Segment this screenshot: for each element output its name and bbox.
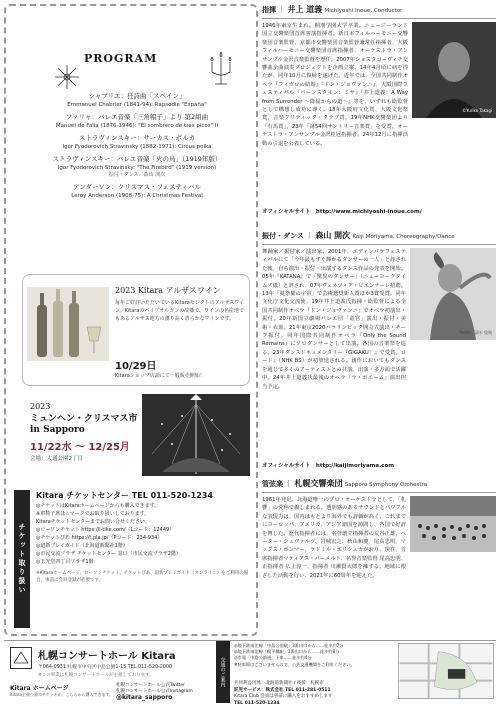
market-year: 2023 bbox=[30, 402, 50, 411]
dance-website-link[interactable]: オフィシャルサイト http://kaijimoriyama.com bbox=[262, 462, 394, 471]
piece-item bbox=[30, 92, 244, 109]
ticket-section bbox=[14, 490, 252, 630]
ticket-line: ◎道新プレイガイド（北海道新聞社1階） bbox=[36, 542, 250, 550]
role-label: 管弦楽 bbox=[262, 480, 283, 488]
dance-heading: 振付・ダンス ｜ 森山 開次 Kaiji Moriyama, Choreography/Dance bbox=[262, 230, 496, 245]
conductor-portrait-image bbox=[412, 22, 496, 118]
orchestra-body bbox=[262, 496, 496, 644]
piece-title-en: Manuel de Falla (1876-1946): "El sombrero de tres picos" II bbox=[30, 122, 244, 130]
wine-note: Kitaraショップ店頭にて一般販売開始！ bbox=[115, 372, 205, 379]
program-section bbox=[14, 12, 252, 264]
piece-title-en: Leroy Anderson (1908-75): A Christmas Festival bbox=[30, 192, 244, 200]
ticket-tab-label: チケット取り扱い bbox=[14, 490, 30, 628]
ticket-center-heading: Kitara チケットセンター TEL 011-520-1234 bbox=[36, 490, 250, 502]
person-name: 森山 開次 bbox=[315, 231, 350, 240]
person-name: 井上 道義 bbox=[287, 5, 322, 14]
info-line: 託児サービス：株式会社 TEL 011-281-0511 bbox=[234, 688, 332, 695]
orchestra-name: 札幌交響楽団 bbox=[294, 479, 342, 488]
piece-title-jp: ストラヴィンスキー：サーカス・ポルカ bbox=[30, 134, 244, 143]
orchestra-heading: 管弦楽 ｜ 札幌交響楽団 Sapporo Symphony Orchestra bbox=[262, 478, 496, 493]
snowflake-icon bbox=[54, 64, 80, 90]
sns-handle[interactable]: @kitara_sapporo bbox=[116, 695, 193, 701]
market-title-line: ミュンヘン・クリスマス市 bbox=[30, 414, 137, 425]
transport-info bbox=[234, 643, 394, 668]
right-panel bbox=[262, 4, 496, 636]
sponsor-line: Kitara Club 会員は事前に購入をおすすめします bbox=[234, 694, 332, 701]
orchestra-name-en: Sapporo Symphony Orchestra bbox=[345, 482, 427, 488]
ticket-line: ◎ローソンチケット https://l-tike.com/（Lコード：12449） bbox=[36, 526, 250, 534]
ticket-line: ◎市民交流プラザ チケットセンター 窓口（市民交流プラザ2階） bbox=[36, 550, 250, 558]
orchestra-section bbox=[262, 478, 496, 636]
person-name-en: Michiyoshi Inoue, Conductor bbox=[324, 8, 402, 14]
kitara-homepage-link[interactable]: Kitara ホームページ bbox=[10, 683, 69, 692]
candelabra-icon bbox=[206, 48, 236, 86]
orchestra-bio-text: 1961年発足。北海道唯一のプロ・オーケストラとして、「札響」の愛称で親しまれる。透明感のあるサウンドとパワフルな表現力は、国内はもとより海外でも評価が高く、これまでにヨーロッパ、アメリカ、アジア諸国を訪問し、各国で好評を博した。歴代指揮者には、名誉創立指揮者の荒谷正雄、ペーター・シュヴァルツ、岩城宏之、秋山和慶、尾高忠明、マックス・ポンマー、ラドミル・エリシュカがおり、現在、首席指揮者マティアス・バーメルト、名誉音楽監督 尾高忠明、正指揮者 広上淳一、指揮者 川瀬賢太郎を擁する。地域に根ざした活動を行い、2021年に60周年を迎えた。 bbox=[262, 496, 496, 580]
ticket-info bbox=[36, 490, 250, 584]
program-heading: PROGRAM bbox=[84, 52, 157, 65]
market-venue: 会場：大通公園2丁目 bbox=[30, 454, 83, 462]
hall-note: ※この事業は札幌コンサートホールが主催しております。 bbox=[38, 672, 154, 678]
wine-date: 10/29日 bbox=[115, 357, 156, 372]
transport-line: ◎地下鉄南北線「中島公園駅」3番出口から……徒歩約7分 bbox=[234, 643, 394, 649]
sponsor-line: 共同利益団体：北海道新聞社 / 後援：札幌市 bbox=[234, 681, 332, 688]
dance-bio: 舞踊家／振付家／演出家。2001年、エディンバラフェスティバルにて「今年最もすぐ輝かるダンサーの一人」と評された後、自ら演出・振付・出演するダンス作品の発表を開始。05年『KATANA』で「驚異のダンサー」（ニューヨークタイムズ紙）と評され、07年ヴェネツィア・ビエンナーレ招聘。13年「曼荼羅の宇宙」で芸術選奨新人賞ほか3賞受賞。同年文化庁文化交流使、19年井上道義氏指揮・総監督による全国共同制作オペラ『ドン・ジョヴァンニ』でオペラ初演出・振付。20年新国立劇場バレエ団「竜宮」演出・振付・美術・衣裳。21年東京2020パラリンピック開会式演出・チーフ振付。同年国際共同制作オペラ『Only the Sound Remains』にソロダンサーとして出演。各国の音楽祭を巡る。23年ダンスドキュメンタリー『GIGAKU！』で受賞。ロード』（NHK BS）が初放送される。創作においてもダンスを通じて多くのアーティストとの共演。出演・多方面で活躍中。24年井上道義氏最後のオペラ『ラ・ボエーム』演出担当予定。 bbox=[262, 248, 496, 340]
person-name-en: Kaiji Moriyama, Choreography/Dance bbox=[352, 234, 454, 240]
ticket-line: ◎チケットはKitaraホームページからも購入できます。 bbox=[36, 502, 250, 510]
piece-list bbox=[30, 92, 244, 204]
piece-item bbox=[30, 155, 244, 179]
conductor-body bbox=[262, 22, 496, 118]
dance-body bbox=[262, 248, 496, 340]
footer bbox=[4, 640, 496, 702]
wine-description: 毎年ご好評いただいているKitaraセレクトのアルザスワイン。Kitaraのパイプオルガンの故郷で、ワインの名産地でもあるアルザス地方の薫り高く清らかなワインです。 bbox=[115, 299, 247, 323]
piece-subtitle: 振付・ダンス／森山 開次 bbox=[30, 172, 244, 179]
piece-item bbox=[30, 183, 244, 200]
wine-bottles-image bbox=[27, 287, 109, 361]
photo-credit: Photo：清水 俊典 bbox=[459, 330, 492, 336]
role-label: 指揮 bbox=[262, 6, 276, 14]
ticket-line: ※車椅子席は☆マークでお取り扱いしております。 bbox=[36, 510, 250, 518]
hall-name: 札幌コンサートホール Kitara bbox=[38, 647, 176, 662]
left-panel bbox=[4, 4, 258, 636]
photo-credit: ©Yuriko Takagi bbox=[462, 108, 492, 113]
transport-line: ※駐車場はございませんので、公共交通機関をご利用ください。 bbox=[234, 662, 394, 668]
wine-promo bbox=[22, 274, 250, 386]
transport-line: ◎地下鉄南北線「幌平橋駅」1番出口から……徒歩約8分 bbox=[234, 649, 394, 655]
kitara-logo-icon bbox=[10, 647, 32, 669]
market-title bbox=[30, 414, 137, 436]
transport-tab-label: 交通のご案内 bbox=[216, 641, 230, 703]
ticket-line: ◎玉光堂四丁目プラザ1階 bbox=[36, 558, 250, 566]
twitter-link[interactable]: 札幌コンサートホール公式Twitter bbox=[116, 683, 193, 689]
conductor-heading: 指揮 ｜ 井上 道義 Michiyoshi Inoue, Conductor bbox=[262, 4, 496, 19]
conductor-bio: 1946年東京生まれ。桐朋学園大学卒業。ニュージーランド国立交響楽団首席客演指揮者、新日本フィルハーモニー交響楽団音楽監督、京都市交響楽団音楽監督兼常任指揮者、大阪フィルハーモニー交響楽団首席指揮者、オーケストラ・アンサンブル金沢音楽監督を歴任。2007年ショスタコーヴィチ交響曲全曲演奏プロジェクトを企画立案。14年4月頃に病を得たが、同年10月に復帰を遂げた。近年では、全国共同制作オペラ『フィガロの結婚』『ドン・ジョヴァンニ』、大阪国際フェスティバル『バーンスタイン：ミサ』『井上道義：A Way from Surrender 〜降福からの道〜』等を、いずれも総監督として構想し成功に導く。18年大阪府文化賞、大阪文化祭賞、音楽クリティック・クラブ賞、19年NHK交響楽団より「有馬賞」、23年「第54回サントリー音楽賞」を受賞。オーケストラ・アンサンブル金沢桂冠指揮者。24年12月に指揮活動の引退を公表している。 bbox=[262, 22, 496, 118]
hall-address: 〒064-0931 札幌市中央区中島公園1-15 TEL 011-520-2000 bbox=[38, 663, 172, 670]
piece-title-jp: アンダーソン：クリスマス・フェスティバル bbox=[30, 183, 244, 192]
conductor-section bbox=[262, 4, 496, 224]
access-map-image bbox=[398, 643, 494, 699]
dance-section bbox=[262, 230, 496, 472]
piece-item bbox=[30, 113, 244, 130]
piece-title-en: Igor Fyodorovich Stravinsky: "The Firebird" (1919 version) bbox=[30, 164, 244, 172]
orchestra-photo-image bbox=[410, 496, 496, 552]
piece-title-en: Igor Fyodorovich Stravinsky (1882-1971): Circus polka bbox=[30, 143, 244, 151]
market-date: 11/22水 〜 12/25月 bbox=[30, 438, 130, 453]
wine-title: 2023 Kitara アルザスワイン bbox=[115, 285, 221, 296]
ticket-line: Kitaraチケットセンターまでお問い合せください。 bbox=[36, 518, 250, 526]
ticket-line: ◎チケットぴあ https://t.pia.jp/（Pコード：234-934） bbox=[36, 534, 250, 542]
instagram-link[interactable]: 札幌コンサートホール公式Instagram bbox=[116, 689, 193, 695]
piece-title-jp: シャブリエ：狂詩曲「スペイン」 bbox=[30, 92, 244, 101]
sponsor-tel: TEL 011-520-1234 bbox=[234, 701, 332, 707]
market-title-line: in Sapporo bbox=[30, 425, 137, 436]
role-label: 振付・ダンス bbox=[262, 232, 304, 240]
piece-title-en: Emmanuel Chabrier (1841-94): Rapsodie "España" bbox=[30, 101, 244, 109]
conductor-website-link[interactable]: オフィシャルサイト http://www.michiyoshi-inoue.com/ bbox=[262, 208, 422, 217]
kitara-homepage-desc: Kitara主催公演のチケットが、こちらから購入できます。 bbox=[10, 692, 113, 698]
piece-item bbox=[30, 134, 244, 151]
sponsor-info bbox=[234, 681, 332, 707]
christmas-market-promo bbox=[22, 394, 250, 480]
ticket-footnote: ※Kitaraホームページ、ローソンチケット、チケットぴあ、道新プレイガイド（オンライン）をご利用の場合、事前に会員登録が必要です。 bbox=[36, 570, 250, 584]
piece-title-jp: ファリャ：バレエ音楽「三角帽子」より 第2組曲 bbox=[30, 113, 244, 122]
christmas-market-image bbox=[142, 394, 250, 476]
sns-links bbox=[116, 683, 193, 701]
dancer-portrait-image bbox=[410, 248, 496, 340]
piece-title-jp: ストラヴィンスキー：バレエ音楽「火の鳥」（1919年版） bbox=[30, 155, 244, 164]
transport-line: ◎市電「中島公園通」下車……徒歩約4分 bbox=[234, 655, 394, 661]
